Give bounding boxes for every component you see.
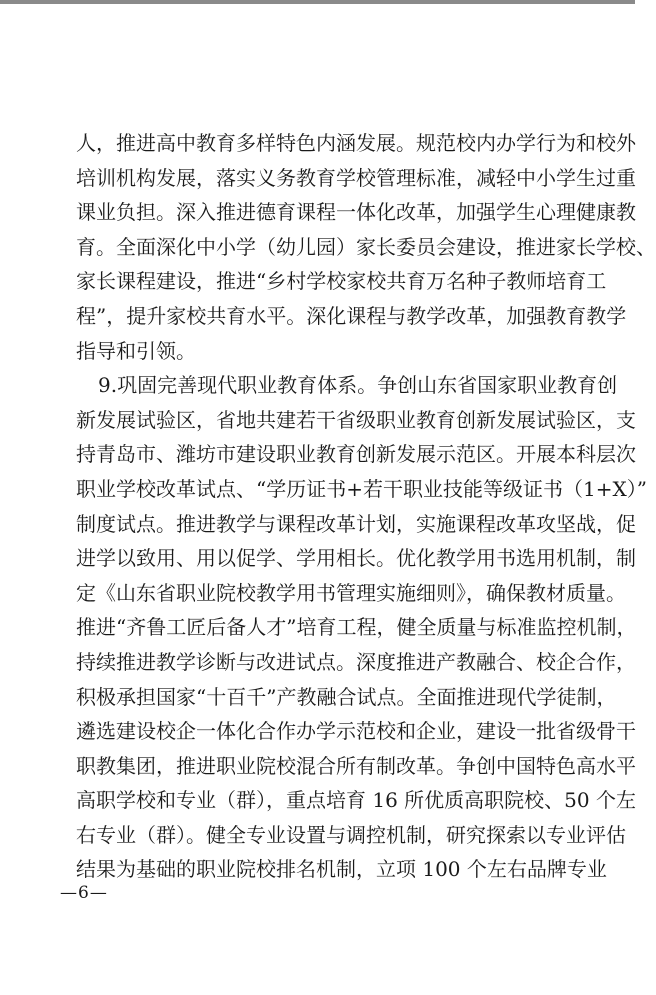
text-line: 持续推进教学诊断与改进试点。深度推进产教融合、校企合作， bbox=[76, 649, 636, 674]
text-line: 指导和引领。 bbox=[76, 338, 196, 363]
text-line: 推进“齐鲁工匠后备人才”培育工程，健全质量与标准监控机制， bbox=[76, 615, 637, 640]
text-line: 课业负担。深入推进德育课程一体化改革，加强学生心理健康教 bbox=[76, 200, 636, 225]
text-line: 右专业（群）。健全专业设置与调控机制，研究探索以专业评估 bbox=[76, 822, 626, 847]
text-line: 家长课程建设，推进“乡村学校家校共育万名种子教师培育工 bbox=[76, 269, 607, 294]
text-line: 进学以致用、用以促学、学用相长。优化教学用书选用机制，制 bbox=[76, 546, 636, 571]
top-border bbox=[0, 0, 635, 4]
text-line: 程”，提升家校共育水平。深化课程与教学改革，加强教育教学 bbox=[76, 303, 627, 328]
text-line: 人，推进高中教育多样特色内涵发展。规范校内办学行为和校外 bbox=[76, 131, 636, 155]
text-line: 职教集团，推进职业院校混合所有制改革。争创中国特色高水平 bbox=[76, 753, 636, 778]
text-line: 定《山东省职业院校教学用书管理实施细则》，确保教材质量。 bbox=[76, 580, 626, 605]
section-heading-line: 9.巩固完善现代职业教育体系。争创山东省国家职业教育创 bbox=[98, 373, 618, 398]
text-line: 持青岛市、潍坊市建设职业教育创新发展示范区。开展本科层次 bbox=[76, 442, 636, 467]
text-line: 育。全面深化中小学（幼儿园）家长委员会建设，推进家长学校、 bbox=[76, 234, 656, 259]
text-line: 高职学校和专业（群），重点培育 16 所优质高职院校、50 个左 bbox=[76, 788, 636, 813]
body-text bbox=[76, 126, 656, 887]
text-line: 新发展试验区，省地共建若干省级职业教育创新发展试验区，支 bbox=[76, 407, 636, 432]
text-line: 积极承担国家“十百千”产教融合试点。全面推进现代学徒制， bbox=[76, 684, 617, 709]
text-line: 制度试点。推进教学与课程改革计划，实施课程改革攻坚战，促 bbox=[76, 511, 636, 536]
text-line: 职业学校改革试点、“学历证书+若干职业技能等级证书（1+X）” bbox=[76, 476, 647, 501]
text-line: 遴选建设校企一体化合作办学示范校和企业，建设一批省级骨干 bbox=[76, 719, 636, 744]
text-line: 培训机构发展，落实义务教育学校管理标准，减轻中小学生过重 bbox=[76, 165, 636, 190]
text-line: 结果为基础的职业院校排名机制，立项 100 个左右品牌专业 bbox=[76, 857, 607, 882]
page-number: —6— bbox=[60, 883, 108, 903]
